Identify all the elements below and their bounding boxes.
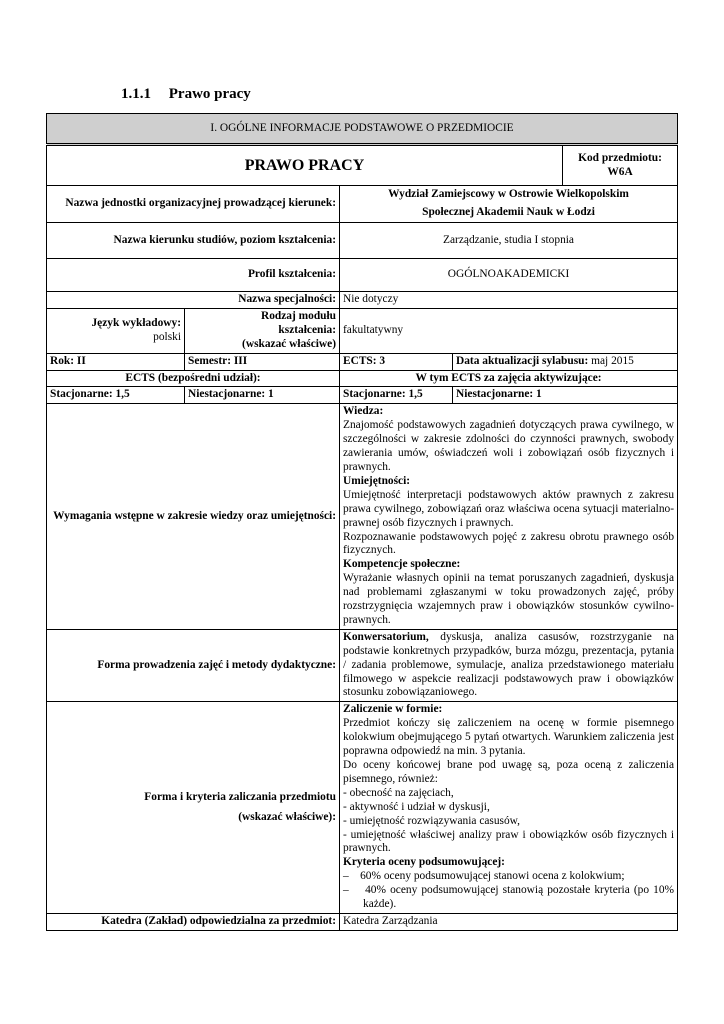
course-name: PRAWO PRACY <box>47 145 563 186</box>
assessment-final-text: Do oceny końcowej brane pod uwagę są, poza oceną z zaliczenia pisemnego, również: <box>343 759 675 785</box>
field-value: Zarządzanie, studia I stopnia <box>340 223 678 259</box>
requirements-content <box>340 404 678 630</box>
module-label-line3: (wskazać właściwe) <box>242 337 336 350</box>
ects-niestac-direct: Niestacjonarne: 1 <box>185 387 340 404</box>
umiejetnosci-text2: Rozpoznawanie podstawowych pojęć z zakresu obrotu prawnego osób fizycznych. <box>343 530 675 557</box>
unit-value <box>340 186 678 223</box>
language-value: polski <box>153 330 181 343</box>
assessment-item: - umiejętność właściwej analizy praw i obowiązków osób fizycznych i prawnych. <box>343 828 675 855</box>
module-label <box>185 308 340 353</box>
assessment-label <box>47 702 340 914</box>
methods-label: Forma prowadzenia zajęć i metody dydaktyczne: <box>47 629 340 702</box>
kompetencje-text: Wyrażanie własnych opinii na temat poruszanych zagadnień, dyskusja nad problemami zgłaszanymi w toku prowadzonych zajęć, próby rozstrzygnięcia wzajemnych praw i obowiązków stosunków cywilno-prawnych. <box>343 572 675 626</box>
assessment-item: - obecność na zajęciach, <box>343 786 454 799</box>
wiedza-title: Wiedza: <box>343 405 384 418</box>
assessment-content <box>340 702 678 914</box>
criteria-list <box>343 870 674 912</box>
assessment-item: - aktywność i udział w dyskusji, <box>343 800 490 813</box>
language-cell <box>47 308 185 353</box>
course-code: W6A <box>607 165 633 178</box>
year: Rok: II <box>47 353 185 370</box>
update-cell <box>453 353 678 370</box>
semester: Semestr: III <box>185 353 340 370</box>
field-label: Nazwa kierunku studiów, poziom kształcenia: <box>47 223 340 259</box>
ects-direct-header: ECTS (bezpośredni udział): <box>47 370 340 387</box>
specialty-label: Nazwa specjalności: <box>47 292 340 309</box>
section-header: I. OGÓLNE INFORMACJE PODSTAWOWE O PRZEDMIOCIE <box>47 114 678 145</box>
specialty-value: Nie dotyczy <box>340 292 678 309</box>
criteria-item: – 60% oceny podsumowującej stanowi ocena z kolokwium; <box>343 870 625 883</box>
ects-niestac-active: Niestacjonarne: 1 <box>453 387 678 404</box>
kompetencje-title: Kompetencje społeczne: <box>343 558 461 571</box>
methods-bold: Konwersatorium, <box>343 630 429 643</box>
heading-title: Prawo pracy <box>168 86 251 102</box>
assessment-form-text: Przedmiot kończy się zaliczeniem na ocenę w formie pisemnego kolokwium obejmującego 5 pytań otwartych. Warunkiem zaliczenia jest poprawna odpowiedź na min. 3 pytania. <box>343 717 675 758</box>
department-label: Katedra (Zakład) odpowiedzialna za przedmiot: <box>47 913 340 930</box>
module-value: fakultatywny <box>340 308 678 353</box>
profile-label: Profil kształcenia: <box>47 259 340 292</box>
unit-line2: Społecznej Akademii Nauk w Łodzi <box>422 206 595 218</box>
unit-label: Nazwa jednostki organizacyjnej prowadzącej kierunek: <box>47 186 340 223</box>
course-row <box>47 145 678 186</box>
requirements-label: Wymagania wstępne w zakresie wiedzy oraz umiejętności: <box>47 404 340 630</box>
section-header-row <box>47 114 678 145</box>
assessment-item: - umiejętność rozwiązywania casusów, <box>343 814 521 827</box>
module-label-line1: Rodzaj modułu <box>260 309 336 322</box>
unit-line1: Wydział Zamiejscowy w Ostrowie Wielkopolskim <box>388 188 629 201</box>
methods-text: dyskusja, analiza casusów, rozstrzyganie na podstawie konkretnych przypadków, burza mózgu, prezentacja, pytania / zadania problemowe, symulacje, analiza przedstawionego materiału filmowego w aspekcie realizacji podstawowych praw i obowiązków stosunku zobowiązaniowego. <box>343 630 675 699</box>
update-value: maj 2015 <box>591 354 634 367</box>
heading-number: 1.1.1 <box>121 86 151 102</box>
umiejetnosci-title: Umiejętności: <box>343 474 411 487</box>
syllabus-table <box>46 113 678 931</box>
assessment-form-title: Zaliczenie w formie: <box>343 703 443 716</box>
ects-stac-active: Stacjonarne: 1,5 <box>340 387 453 404</box>
profile-value: OGÓLNOAKADEMICKI <box>340 259 678 292</box>
criteria-title: Kryteria oceny podsumowującej: <box>343 856 505 869</box>
assessment-label-line2: (wskazać właściwe): <box>238 810 336 823</box>
methods-content <box>340 629 678 702</box>
umiejetnosci-text1: Umiejętność interpretacji podstawowych aktów prawnych z zakresu prawa cywilnego, zobowiązań oraz właściwa ocena sytuacji materialno-prawnej osób fizycznych i prawnych. <box>343 488 675 529</box>
wiedza-text: Znajomość podstawowych zagadnień dotyczących prawa cywilnego, w szczególności w zakresie zdolności do czynności prawnych, swobody zawierania umów, oświadczeń woli i zobowiązań osób fizycznych i prawnych. <box>343 419 675 473</box>
assessment-label-line1: Forma i kryteria zaliczania przedmiotu <box>144 790 336 803</box>
course-code-cell <box>563 145 678 186</box>
ects-stac-direct: Stacjonarne: 1,5 <box>47 387 185 404</box>
ects-active-header: W tym ECTS za zajęcia aktywizujące: <box>340 370 678 387</box>
update-label: Data aktualizacji sylabusu: <box>456 354 589 367</box>
department-value: Katedra Zarządzania <box>340 913 678 930</box>
section-heading <box>121 86 251 103</box>
criteria-item: – 40% oceny podsumowującej stanowią pozostałe kryteria (po 10% każde). <box>343 884 675 911</box>
language-label: Język wykładowy: <box>91 316 181 329</box>
ects: ECTS: 3 <box>340 353 453 370</box>
module-label-line2: kształcenia: <box>278 323 336 336</box>
course-code-label: Kod przedmiotu: <box>578 151 662 164</box>
